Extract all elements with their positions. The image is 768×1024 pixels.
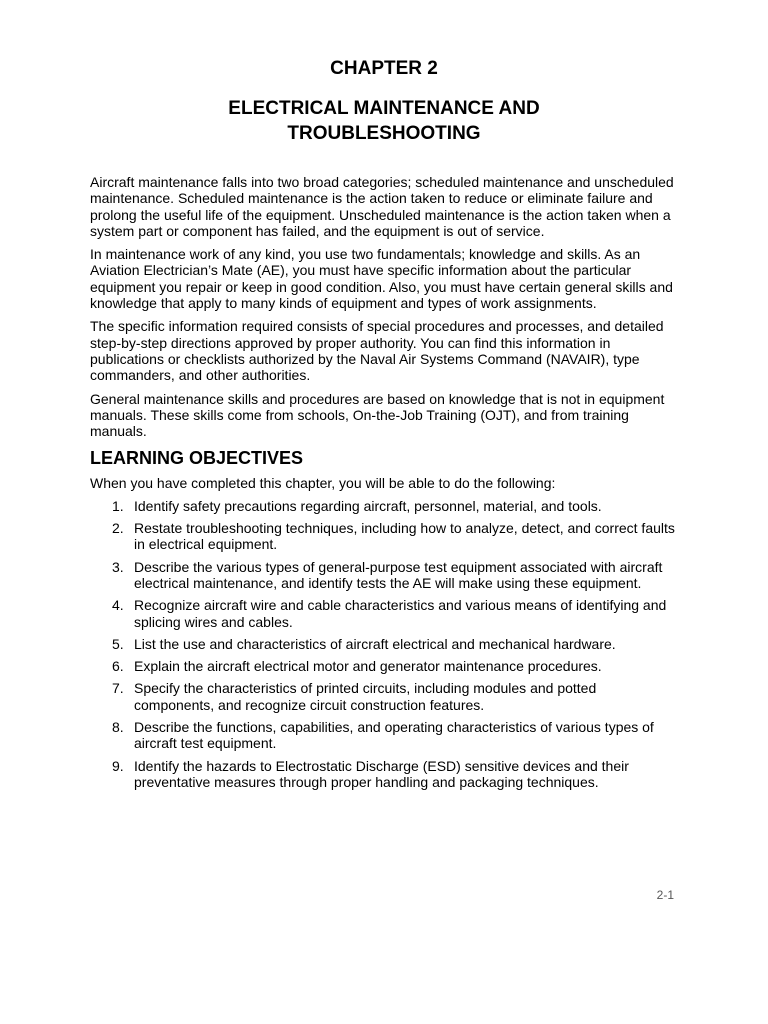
chapter-number: CHAPTER 2 <box>330 58 438 79</box>
list-item <box>90 559 680 592</box>
section-heading-learning-objectives: LEARNING OBJECTIVES <box>90 448 304 469</box>
chapter-title-line-1: ELECTRICAL MAINTENANCE AND <box>228 98 540 119</box>
list-item <box>90 498 680 514</box>
list-item-number: 3. <box>112 558 124 575</box>
list-item <box>90 719 680 752</box>
list-item-number: 1. <box>112 497 124 514</box>
list-item <box>90 597 680 630</box>
list-item-number: 8. <box>112 719 124 736</box>
list-item-text: Recognize aircraft wire and cable characteristics and various means of identifying and splicing wires and cables. <box>134 597 667 630</box>
list-item-number: 4. <box>112 597 124 614</box>
objectives-list <box>90 498 680 790</box>
list-item <box>90 636 680 652</box>
objectives-intro: When you have completed this chapter, you will be able to do the following: <box>90 475 556 492</box>
paragraph: Aircraft maintenance falls into two broad categories; scheduled maintenance and unscheduled maintenance. Scheduled maintenance is the action taken to reduce or eliminate failure and prolong the useful life of the equipment. Unscheduled maintenance is the action taken when a system part or component has failed, and the equipment is out of service. <box>90 174 674 239</box>
list-item <box>90 658 680 674</box>
list-item-text: Identify the hazards to Electrostatic Discharge (ESD) sensitive devices and their preventative measures through proper handling and packaging techniques. <box>134 757 629 790</box>
list-item-number: 2. <box>112 520 124 537</box>
list-item-text: Describe the functions, capabilities, and operating characteristics of various types of aircraft test equipment. <box>134 719 654 752</box>
list-item-number: 5. <box>112 635 124 652</box>
paragraph: The specific information required consists of special procedures and processes, and detailed step-by-step directions approved by proper authority. You can find this information in publications or checklists authorized by the Naval Air Systems Command (NAVAIR), type commanders, and other authorities. <box>90 318 664 384</box>
list-item-number: 6. <box>112 658 124 675</box>
list-item <box>90 680 680 713</box>
list-item-number: 9. <box>112 757 124 774</box>
list-item-text: Describe the various types of general-purpose test equipment associated with aircraft electrical maintenance, and identify tests the AE will make using these equipment. <box>134 558 663 591</box>
page-number: 2-1 <box>656 888 674 902</box>
paragraph: In maintenance work of any kind, you use two fundamentals; knowledge and skills. As an Aviation Electrician’s Mate (AE), you must have specific information about the particular equipment you repair or keep in good condition. Also, you must have certain general skills and knowledge that apply to many kinds of equipment and types of work assignments. <box>90 246 673 312</box>
list-item-text: Explain the aircraft electrical motor and generator maintenance procedures. <box>134 658 602 675</box>
paragraph: General maintenance skills and procedures are based on knowledge that is not in equipment manuals. These skills come from schools, On-the-Job Training (OJT), and from training manuals. <box>90 390 665 440</box>
list-item <box>90 520 680 553</box>
list-item-text: List the use and characteristics of aircraft electrical and mechanical hardware. <box>134 635 616 652</box>
list-item-number: 7. <box>112 680 124 697</box>
chapter-title-line-2: TROUBLESHOOTING <box>287 123 481 144</box>
list-item-text: Identify safety precautions regarding aircraft, personnel, material, and tools. <box>134 497 602 514</box>
list-item <box>90 758 680 791</box>
body-text <box>90 174 680 796</box>
list-item-text: Specify the characteristics of printed circuits, including modules and potted components, and recognize circuit construction features. <box>134 680 597 713</box>
chapter-title <box>0 96 768 146</box>
list-item-text: Restate troubleshooting techniques, including how to analyze, detect, and correct faults in electrical equipment. <box>134 520 675 553</box>
